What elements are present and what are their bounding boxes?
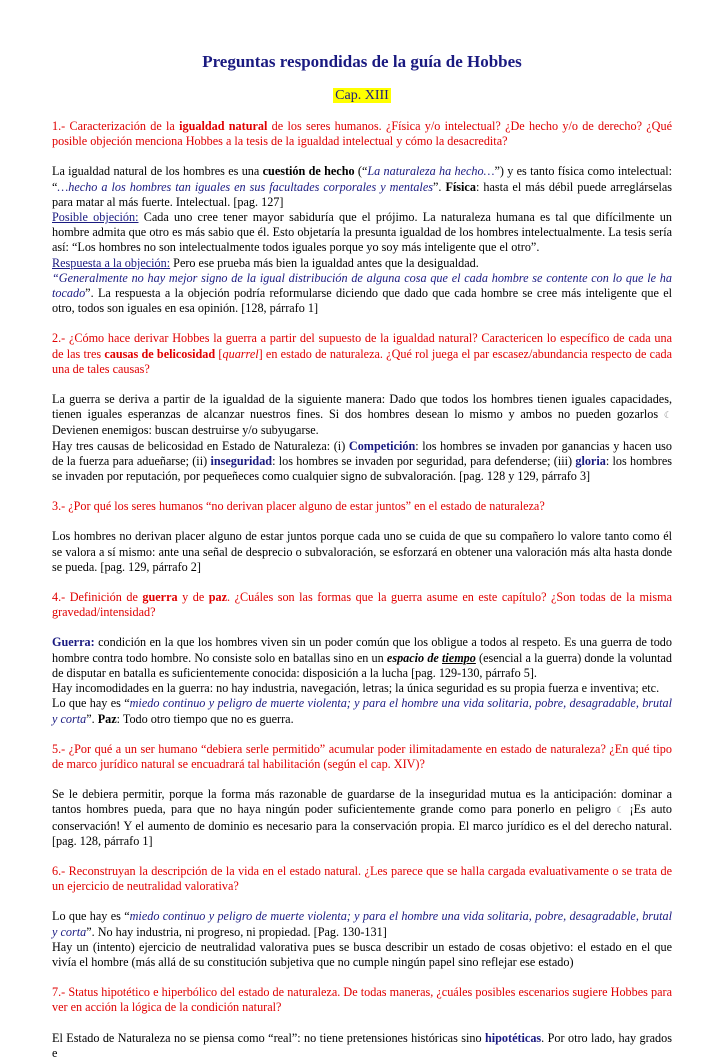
answer-1-response-quote: [52, 271, 672, 317]
a1-text: : hasta el más débil puede arreglárselas para matar al más fuerte. Intelectual. [pag. 127]: [52, 179, 672, 209]
chapter-heading-wrap: [52, 87, 672, 104]
q4-text: . ¿Cuáles son las formas que la guerra asume en este capítulo? ¿Son todas de la misma gravedad/intensidad?: [52, 590, 672, 620]
a4-bold: Paz: [97, 711, 117, 726]
objection-text: Cada uno cree tener mayor sabiduría que el prójimo. La naturaleza humana es tal que difícilmente un hombre admita que otro es más sabio que él. Esto objetaría la presunta igualdad de los hombres intelectualmente. La tesis sería así: “Los hombres no son intelectualmente todos iguales porque yo soy más inteligente que el otro”.: [52, 210, 672, 255]
a2-text: : los hombres se invaden por reputación, por pequeñeces como cualquier signo de subvaloración. [pag. 128 y 129, párrafo 3]: [52, 453, 672, 484]
a2-text: : los hombres se invaden por ganancias y hacen uso de la fuerza para adueñarse; (ii): [52, 438, 672, 468]
response-label: Respuesta a la objeción:: [52, 255, 171, 270]
a4-text: ”.: [86, 711, 98, 726]
answer-2-para-1: [52, 392, 672, 439]
a6-quote: miedo continuo y peligro de muerte violenta; y para el hombre una vida solitaria, pobre, desagradable, brutal y corta: [52, 909, 672, 939]
answer-4-para-2: Hay incomodidades en la guerra: no hay industria, navegación, letras; la única seguridad es su propia fuerza e inventiva; etc.: [52, 681, 660, 696]
answer-1-para-1: [52, 164, 672, 210]
a2-text: Devienen enemigos: buscan destruirse y/o subyugarse.: [52, 423, 319, 438]
a1-text: ”) y es tanto física como intelectual: “: [52, 164, 673, 194]
q2-text: ] en estado de naturaleza. ¿Qué rol juega el par escasez/abundancia respecto de cada una de tales causas?: [52, 346, 673, 376]
answer-6-para-2: Hay un (intento) ejercicio de neutralidad valorativa pues se busca describir un estado de cosas objetivo: el estado en el que vivía el hombre (más allá de su constitución subjetiva que no cumple ningún papel sino reflejar ese estado): [52, 939, 672, 969]
a4-text: condición en la que los hombres viven sin un poder común que los obligue a todos al respeto. Es una guerra de todo hombre contra todo hombre. No consiste solo en batallas sino en un: [52, 635, 672, 665]
question-1: [52, 119, 672, 149]
a4-bold-italic-underlined: tiempo: [442, 650, 476, 665]
a4-text: Lo que hay es “: [52, 696, 130, 711]
a4-quote: miedo continuo y peligro de muerte violenta; y para el hombre una vida solitaria, pobre, desagradable, brutal y corta: [52, 696, 672, 726]
q1-text-b: de los seres humanos. ¿Física y/o intelectual? ¿De hecho y/o de derecho? ¿Qué posible objeción menciona Hobbes a la tesis de la igualdad intelectual y cómo la desacredita?: [52, 119, 672, 149]
a2-text: Hay tres causas de belicosidad en Estado de Naturaleza: (i): [52, 438, 349, 453]
question-4: [52, 590, 672, 620]
a2-bold: Competición: [348, 438, 416, 453]
footnote-mark-icon: ☾: [663, 410, 672, 421]
footnote-mark-icon: ☾: [616, 805, 625, 816]
a1-text: ”. La respuesta a la objeción podría reformularse diciendo que dado que cada hombre se cree más inteligente que el otro, todos son iguales en esa opinión. [128, párrafo 1]: [52, 286, 672, 316]
q4-text: 4.- Definición de: [52, 590, 143, 605]
a4-bold-italic: espacio de: [386, 650, 443, 665]
q4-text: y de: [177, 590, 209, 605]
question-7: 7.- Status hipotético e hiperbólico del estado de naturaleza. De todas maneras, ¿cuáles posibles escenarios sugiere Hobbes para ver en acción la lógica de la condición natural?: [52, 985, 672, 1015]
response-text: Pero ese prueba más bien la igualdad antes que la desigualdad.: [170, 255, 479, 270]
a2-text: : los hombres se invaden por seguridad, para defenderse; (iii): [272, 453, 576, 468]
q1-bold-term: igualdad natural: [179, 119, 268, 133]
q2-italic-term: quarrel: [222, 346, 259, 361]
answer-1-objection: [52, 210, 672, 256]
a1-quote: La naturaleza ha hecho…: [367, 164, 495, 179]
a1-quote: …hecho a los hombres tan iguales en sus facultades corporales y mentales: [57, 179, 433, 194]
a4-bold: Guerra:: [52, 635, 95, 650]
q4-bold: guerra: [142, 590, 178, 605]
question-6: 6.- Reconstruyan la descripción de la vida en el estado natural. ¿Les parece que se halla cargada evaluativamente o se trata de un ejercicio de neutralidad valorativa?: [52, 863, 672, 894]
chapter-heading: Cap. XIII: [335, 88, 389, 103]
a6-text: Lo que hay es “: [52, 909, 130, 924]
answer-7: [52, 1031, 672, 1061]
q2-text: 2.- ¿Cómo hace derivar Hobbes la guerra a partir del supuesto de la igualdad natural? Caractericen lo específico de cada una de las tres: [52, 331, 672, 361]
a1-bold: cuestión de hecho: [262, 164, 355, 179]
a1-text: La igualdad natural de los hombres es una: [52, 164, 263, 179]
q2-bold-term: causas de belicosidad: [104, 346, 216, 361]
answer-5: [52, 787, 672, 849]
a7-text: . Por otro lado, hay grados e: [52, 1030, 672, 1060]
question-5: 5.- ¿Por qué a un ser humano “debiera serle permitido” acumular poder ilimitadamente en estado de naturaleza? ¿En qué tipo de marco jurídico natural se encuadrará tal habilitación (según el cap. XIV)?: [52, 741, 672, 771]
a1-bold: Física: [445, 179, 476, 194]
a2-text: La guerra se deriva a partir de la igualdad de la siguiente manera: Dado que todos los hombres tienen iguales capacidades, tienen iguales esperanzas de alcanzar nuestros fines. Si dos hombres desean lo mismo y ambos no pueden gozarlos: [52, 392, 672, 422]
a7-text: El Estado de Naturaleza no se piensa como “real”: no tiene pretensiones históricas sino: [52, 1030, 485, 1045]
answer-4-para-3: [52, 696, 672, 726]
a5-text: Se le debiera permitir, porque la forma más razonable de guardarse de la inseguridad mutua es la anticipación: dominar a tantos hombres pueda, para que no haya ningún poder suficientemente grande como para ponerlo en peligro: [52, 787, 672, 817]
q4-bold: paz: [208, 590, 228, 605]
a5-text: ¡Es auto conservación! Y el aumento de dominio es necesario para la conservación propia. El marco jurídico es el del derecho natural. [pag. 128, párrafo 1]: [52, 802, 672, 848]
answer-3: Los hombres no derivan placer alguno de estar juntos porque cada uno se cuida de que su compañero lo valore tanto como él se valora a sí mismo: ante una señal de desprecio o subvaloración, se esforzará en obtener una valoración más alta hasta donde se pueda. [pag. 129, párrafo 2]: [52, 529, 672, 574]
page-title: Preguntas respondidas de la guía de Hobbes: [202, 52, 522, 71]
q2-text: [: [215, 346, 223, 361]
a1-text: ”.: [432, 179, 446, 194]
a4-text: : Todo otro tiempo que no es guerra.: [116, 711, 294, 726]
objection-label: Posible objeción:: [52, 210, 139, 225]
a1-text: (“: [354, 164, 368, 179]
a1-quote: “Generalmente no hay mejor signo de la igual distribución de alguna cosa que el cada hombre se contente con lo que le ha tocado: [52, 270, 672, 301]
q1-text-a: 1.- Caracterización de la: [52, 119, 180, 133]
answer-6-para-1: [52, 909, 672, 939]
question-2: [52, 331, 672, 377]
answer-4-para-1: [52, 635, 672, 681]
question-3: 3.- ¿Por qué los seres humanos “no derivan placer alguno de estar juntos” en el estado de naturaleza?: [52, 499, 545, 514]
a2-bold: gloria: [575, 453, 606, 468]
a4-text: (esencial a la guerra) donde la voluntad de disputar en batalla es suficientemente conocida: disposición a la lucha [pag. 129-130, párrafo 5].: [52, 650, 673, 680]
a7-bold: hipotéticas: [484, 1030, 542, 1045]
a6-text: ”. No hay industria, ni progreso, ni propiedad. [Pag. 130-131]: [86, 924, 387, 939]
a2-bold: inseguridad: [210, 453, 273, 468]
answer-2-para-2: [52, 439, 672, 485]
answer-1-response: [52, 256, 672, 271]
